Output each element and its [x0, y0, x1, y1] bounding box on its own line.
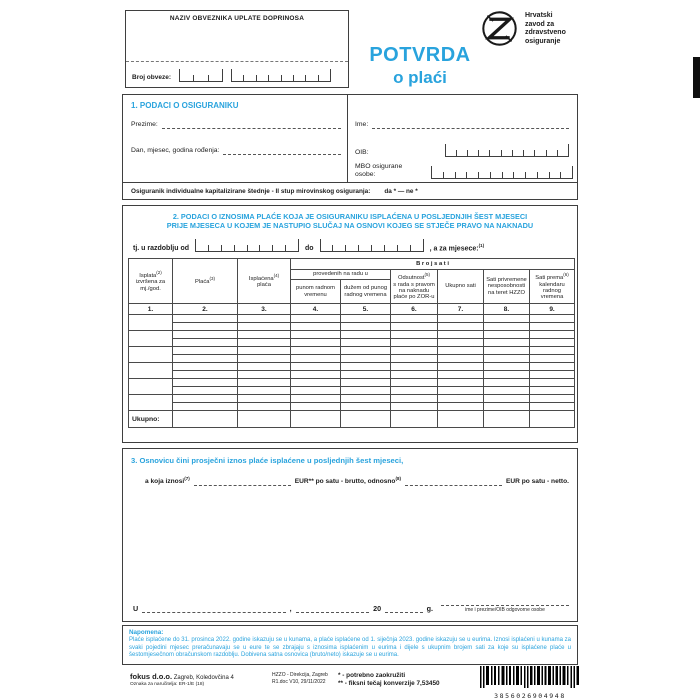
comb-cell[interactable] [282, 75, 294, 81]
page-footer [0, 670, 700, 698]
mbo-comb[interactable] [431, 166, 573, 179]
comb-cell[interactable] [257, 75, 269, 81]
comma: , [289, 604, 292, 613]
table-cell[interactable] [530, 347, 575, 355]
table-cell[interactable] [291, 355, 341, 363]
razdoblje-suffix-text: , a za mjesece: [429, 245, 479, 252]
table-cell[interactable] [484, 355, 530, 363]
table-cell[interactable] [438, 315, 484, 323]
table-cell[interactable] [173, 331, 238, 339]
hzzo-logo-text [525, 10, 566, 52]
comb-cell[interactable] [411, 245, 423, 251]
comb-cell[interactable] [467, 172, 479, 178]
table-cell[interactable] [341, 347, 391, 355]
comb-cell[interactable] [319, 75, 330, 81]
ime-label: Ime: [355, 121, 369, 128]
razdoblje-do-label: do [305, 245, 314, 252]
table-cell[interactable] [238, 395, 291, 403]
razdoblje-prefix: tj. u razdoblju od [133, 245, 189, 252]
comb-cell[interactable] [235, 245, 248, 251]
obveznik-title: NAZIV OBVEZNIKA UPLATE DOPRINOSA [169, 15, 305, 22]
table-cell[interactable] [438, 347, 484, 355]
mjesto-prefix: U [133, 604, 139, 613]
iznos-prefix [145, 476, 190, 486]
comb-cell[interactable] [269, 75, 281, 81]
comb-cell[interactable] [209, 245, 222, 251]
comb-cell[interactable] [538, 172, 550, 178]
comb-cell[interactable] [561, 172, 572, 178]
table-cell[interactable] [173, 323, 238, 331]
col-header-sati-kalendar: Sati prema$^{(6)}$ kalendaru radnog vremena [530, 270, 575, 304]
table-cell[interactable] [129, 347, 173, 363]
table-cell[interactable] [391, 387, 438, 395]
table-cell[interactable] [291, 315, 341, 323]
table-cell[interactable] [129, 315, 173, 331]
table-cell[interactable] [341, 379, 391, 387]
printer-name: fokus d.o.o. [130, 672, 173, 681]
comb-cell[interactable] [346, 245, 359, 251]
table-row [129, 395, 575, 403]
table-cell[interactable] [291, 387, 341, 395]
salary-table-body [129, 315, 575, 411]
table-cell[interactable] [341, 339, 391, 347]
section-3-osnovica [122, 448, 578, 622]
table-cell[interactable] [238, 363, 291, 371]
section-2-title-line-2: PRIJE MJESECA U KOJEM JE NASTUPIO SLUČAJ NA OSNOVI KOJEG SE STJEČE PRAVO NA NAKNADU [166, 221, 534, 230]
comb-cell[interactable] [222, 245, 235, 251]
godina-label: 20 [373, 604, 382, 613]
table-cell[interactable] [484, 379, 530, 387]
table-cell[interactable] [438, 355, 484, 363]
barcode [478, 666, 582, 700]
table-cell[interactable] [238, 315, 291, 323]
table-cell[interactable] [484, 339, 530, 347]
table-cell[interactable] [530, 395, 575, 403]
table-cell[interactable] [173, 387, 238, 395]
table-cell[interactable] [238, 323, 291, 331]
comb-cell[interactable] [260, 245, 273, 251]
table-cell[interactable] [438, 411, 484, 428]
table-cell[interactable] [530, 339, 575, 347]
table-cell[interactable] [238, 411, 291, 428]
col-header-ukupno-sati: Ukupno sati [438, 270, 484, 304]
table-cell[interactable] [530, 323, 575, 331]
netto-amount-field[interactable] [405, 478, 502, 486]
comb-cell[interactable] [180, 75, 194, 81]
mjesto-field[interactable] [142, 605, 285, 613]
comb-cell[interactable] [444, 172, 456, 178]
napomena-box [122, 625, 578, 665]
table-cell[interactable] [438, 323, 484, 331]
table-cell[interactable] [173, 315, 238, 323]
table-cell[interactable] [341, 387, 391, 395]
table-cell[interactable] [530, 371, 575, 379]
table-cell[interactable] [530, 363, 575, 371]
col-group-broj-sati: B r o j s a t i [291, 259, 575, 270]
table-cell[interactable] [530, 331, 575, 339]
comb-cell[interactable] [503, 172, 515, 178]
table-cell[interactable] [291, 331, 341, 339]
table-cell[interactable] [173, 363, 238, 371]
rodjenje-field[interactable] [223, 147, 341, 155]
table-cell[interactable] [391, 331, 438, 339]
table-cell[interactable] [391, 347, 438, 355]
comb-cell[interactable] [502, 150, 513, 156]
divider [347, 95, 348, 182]
broj-obveze-label: Broj obveze: [132, 74, 172, 81]
stednja-label: Osiguranik individualne kapitalizirane štednje - II stup mirovinskog osiguranja: [131, 187, 371, 195]
barcode-bars [480, 666, 580, 688]
table-cell[interactable] [291, 347, 341, 355]
table-cell[interactable] [438, 339, 484, 347]
table-cell[interactable] [238, 403, 291, 411]
footnote-double-asterisk: ** - fiksni tečaj konverzije 7,53450 [338, 680, 440, 687]
brutto-label-text: EUR** po satu - brutto, odnosno [294, 478, 396, 486]
table-cell[interactable] [173, 347, 238, 355]
comb-cell[interactable] [194, 75, 208, 81]
prezime-label: Prezime: [131, 121, 158, 128]
comb-cell[interactable] [479, 172, 491, 178]
table-cell[interactable] [129, 363, 173, 379]
table-cell[interactable] [484, 315, 530, 323]
comb-cell[interactable] [513, 150, 524, 156]
table-cell[interactable] [341, 331, 391, 339]
rodjenje-label: Dan, mjesec, godina rođenja: [131, 147, 220, 154]
table-row [129, 355, 575, 363]
table-cell[interactable] [341, 403, 391, 411]
table-cell[interactable] [438, 403, 484, 411]
col-header-sati-hzzo: Sati privremene nesposobnosti na teret HZZO [484, 270, 530, 304]
table-cell[interactable] [129, 331, 173, 347]
comb-cell[interactable] [294, 75, 306, 81]
section-2-title [123, 206, 577, 230]
footnotes [338, 672, 440, 688]
col-header-isplacena-placa: Isplaćena$^{(4)}$ plaća [238, 259, 291, 304]
iznos-footnote-1: (7) [184, 476, 190, 481]
table-cell[interactable] [438, 363, 484, 371]
razdoblje-suffix [430, 243, 485, 252]
col-header-isplata: Isplata$^{(2)}$ izvršena za mj./god. [129, 259, 173, 304]
table-cell[interactable] [173, 339, 238, 347]
napomena-title: Napomena: [129, 629, 164, 636]
table-cell[interactable] [530, 355, 575, 363]
table-cell[interactable] [129, 395, 173, 411]
table-row [129, 339, 575, 347]
comb-cell[interactable] [385, 245, 398, 251]
section-1-title: 1. PODACI O OSIGURANIKU [131, 101, 239, 110]
table-cell[interactable] [391, 315, 438, 323]
col-header-puno-vrijeme: punom radnom vremenu [291, 280, 341, 304]
col-group-provedenih: provedenih na radu u [291, 270, 391, 280]
column-number-row: 1. 2. 3. 4. 5. 6. 7. 8. 9. [129, 304, 575, 315]
broj-obveze-comb-2[interactable] [231, 69, 331, 82]
oib-comb[interactable] [445, 144, 569, 157]
razdoblje-od-comb[interactable] [195, 239, 299, 252]
comb-cell[interactable] [196, 245, 209, 251]
iznos-prefix-text: a koja iznosi [145, 478, 185, 486]
document-title [335, 44, 505, 88]
comb-cell[interactable] [547, 150, 558, 156]
comb-cell[interactable] [524, 150, 535, 156]
table-row [129, 371, 575, 379]
table-cell[interactable] [530, 403, 575, 411]
table-cell[interactable] [341, 315, 391, 323]
comb-cell[interactable] [209, 75, 222, 81]
table-row [129, 331, 575, 339]
comb-cell[interactable] [456, 172, 468, 178]
table-cell[interactable] [391, 395, 438, 403]
table-cell[interactable] [484, 371, 530, 379]
table-cell[interactable] [341, 371, 391, 379]
table-row [129, 323, 575, 331]
comb-cell[interactable] [514, 172, 526, 178]
table-cell[interactable] [530, 411, 575, 428]
logo-line: Hrvatski [525, 12, 553, 19]
section-3-title: 3. Osnovicu čini prosječni iznos plaće isplaćene u posljednjih šest mjeseci, [131, 456, 404, 465]
datum-field[interactable] [296, 605, 369, 613]
table-cell[interactable] [341, 363, 391, 371]
broj-obveze-comb-1[interactable] [179, 69, 223, 82]
table-cell[interactable] [391, 371, 438, 379]
table-cell[interactable] [391, 403, 438, 411]
table-cell[interactable] [173, 355, 238, 363]
comb-cell[interactable] [457, 150, 468, 156]
mbo-label: MBO osigurane osobe: [355, 163, 403, 178]
netto-label: EUR po satu - netto. [505, 478, 569, 486]
napomena-text: Plaće isplaćene do 31. prosinca 2022. godine iskazuju se u kunama, a plaće isplaćene od 1. siječnja 2023. godine iskazuju se u eurima. Iznosi isplaćeni u kunama za svaki pojedini mjesec preračunavaju se u eure te se zbrajaju s iznosima isplaćenim u eurima i dijele s ukupnim brojem sati za koje su isplaćene plaće u šestomjesečnom obračunskom razdoblju. Dobivena satna osnovica (bruto/neto) iskazuje se u eurima. [129, 637, 571, 659]
comb-cell[interactable] [333, 245, 346, 251]
table-cell[interactable] [291, 363, 341, 371]
table-cell[interactable] [238, 355, 291, 363]
doc-version: R1.doc V10, 29/11/2022 [272, 678, 326, 685]
table-cell[interactable] [173, 395, 238, 403]
table-cell[interactable] [391, 411, 438, 428]
table-row [129, 315, 575, 323]
table-row [129, 347, 575, 355]
comb-cell[interactable] [526, 172, 538, 178]
table-cell[interactable] [291, 395, 341, 403]
table-cell[interactable] [391, 363, 438, 371]
table-cell[interactable] [341, 355, 391, 363]
table-cell[interactable] [238, 339, 291, 347]
footnote-asterisk: * - potrebno zaokružiti [338, 672, 406, 679]
obveznik-box [125, 10, 349, 88]
divider [126, 61, 348, 62]
stednja-options[interactable]: da * — ne * [384, 187, 418, 195]
table-cell[interactable] [484, 395, 530, 403]
potpis-field[interactable] [441, 598, 569, 606]
comb-cell[interactable] [535, 150, 546, 156]
table-row [129, 387, 575, 395]
table-cell[interactable] [484, 331, 530, 339]
table-cell[interactable] [391, 323, 438, 331]
table-cell[interactable] [173, 411, 238, 428]
table-cell[interactable] [341, 395, 391, 403]
table-cell[interactable] [484, 387, 530, 395]
table-cell[interactable] [291, 411, 341, 428]
comb-cell[interactable] [432, 172, 444, 178]
table-cell[interactable] [484, 347, 530, 355]
table-row [129, 403, 575, 411]
comb-cell[interactable] [321, 245, 334, 251]
table-cell[interactable] [391, 339, 438, 347]
table-cell[interactable] [238, 387, 291, 395]
comb-cell[interactable] [550, 172, 562, 178]
razdoblje-do-comb[interactable] [320, 239, 424, 252]
printer-code: Oznaka za naručitelja: ER-1/E (18) [130, 682, 205, 687]
comb-cell[interactable] [359, 245, 372, 251]
comb-cell[interactable] [468, 150, 479, 156]
section-2-iznosi-place [122, 205, 578, 443]
table-cell[interactable] [291, 323, 341, 331]
table-cell[interactable] [238, 371, 291, 379]
table-cell[interactable] [484, 411, 530, 428]
barcode-digits: 3856026904948 [494, 692, 566, 700]
title-line-1: POTVRDA [369, 44, 471, 66]
table-cell[interactable] [291, 379, 341, 387]
table-cell[interactable] [173, 379, 238, 387]
table-cell[interactable] [291, 403, 341, 411]
table-cell[interactable] [291, 371, 341, 379]
table-cell[interactable] [438, 379, 484, 387]
table-cell[interactable] [341, 323, 391, 331]
comb-cell[interactable] [398, 245, 411, 251]
comb-cell[interactable] [306, 75, 318, 81]
comb-cell[interactable] [248, 245, 261, 251]
comb-cell[interactable] [491, 172, 503, 178]
table-cell[interactable] [438, 395, 484, 403]
table-cell[interactable] [291, 339, 341, 347]
table-cell[interactable] [484, 363, 530, 371]
table-cell[interactable] [238, 347, 291, 355]
razdoblje-footnote: (1) [478, 242, 485, 248]
table-cell[interactable] [238, 331, 291, 339]
table-cell[interactable] [341, 411, 391, 428]
table-cell[interactable] [530, 379, 575, 387]
godina-suffix: g. [426, 604, 433, 613]
table-row [129, 363, 575, 371]
table-cell[interactable] [438, 371, 484, 379]
table-cell[interactable] [530, 315, 575, 323]
section-2-title-line-1: 2. PODACI O IZNOSIMA PLAĆE KOJA JE OSIGURANIKU ISPLAĆENA U POSLJEDNJIH ŠEST MJESECI [172, 212, 528, 221]
org-info [272, 672, 328, 685]
table-row [129, 379, 575, 387]
table-cell[interactable] [391, 355, 438, 363]
table-cell[interactable] [238, 379, 291, 387]
comb-cell[interactable] [232, 75, 244, 81]
oib-label: OIB: [355, 149, 369, 156]
table-cell[interactable] [438, 331, 484, 339]
comb-cell[interactable] [490, 150, 501, 156]
ukupno-row [129, 411, 575, 428]
ime-field[interactable] [372, 121, 569, 129]
table-cell[interactable] [530, 387, 575, 395]
printer-info [130, 672, 234, 687]
comb-cell[interactable] [273, 245, 286, 251]
logo-line: zavod za [525, 20, 555, 28]
comb-cell[interactable] [446, 150, 457, 156]
prezime-field[interactable] [162, 121, 341, 129]
table-cell[interactable] [484, 323, 530, 331]
logo-line: osiguranje [525, 37, 561, 45]
table-cell[interactable] [438, 387, 484, 395]
godina-field[interactable] [385, 605, 422, 613]
logo-line: zdravstveno [525, 29, 566, 36]
brutto-amount-field[interactable] [194, 478, 291, 486]
comb-cell[interactable] [558, 150, 568, 156]
table-cell[interactable] [391, 379, 438, 387]
comb-cell[interactable] [372, 245, 385, 251]
comb-cell[interactable] [479, 150, 490, 156]
col-header-duze-vrijeme: dužem od punog radnog vremena [341, 280, 391, 304]
comb-cell[interactable] [244, 75, 256, 81]
brutto-label [295, 476, 401, 486]
org-name: HZZO - Direkcija, Zagreb [272, 672, 328, 678]
table-cell[interactable] [173, 371, 238, 379]
table-cell[interactable] [484, 403, 530, 411]
section-1-podaci-o-osiguraniku [122, 94, 578, 200]
iznos-footnote-2: (8) [395, 476, 401, 481]
printer-address: Zagreb, Koledovčina 4 [173, 675, 234, 681]
ukupno-label: Ukupno: [129, 411, 173, 428]
title-line-2: o plaći [393, 68, 447, 87]
comb-cell[interactable] [286, 245, 298, 251]
table-cell[interactable] [173, 403, 238, 411]
col-header-odsutnost: Odsutnost$^{(5)}$ s rada s pravom na naknadu plaće po ZOR-u [391, 270, 438, 304]
table-cell[interactable] [129, 379, 173, 395]
potpis-caption: ime i prezime/OIB odgovorne osobe [465, 607, 545, 613]
salary-hours-table [128, 258, 575, 428]
print-registration-mark [693, 57, 700, 98]
col-header-placa: Plaća$^{(3)}$ [173, 259, 238, 304]
